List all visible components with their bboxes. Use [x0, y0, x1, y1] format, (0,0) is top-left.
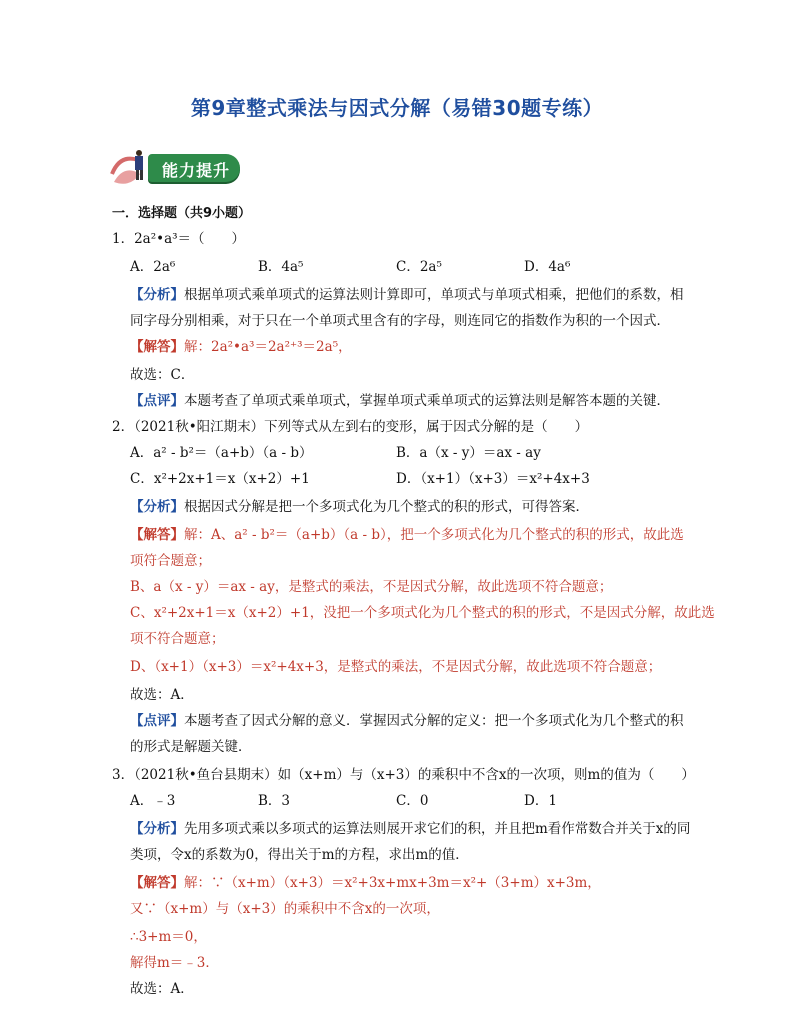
q2-answer-text-1: 解：A、a² - b²＝（a+b）（a - b），把一个多项式化为几个整式的积的形式，故此选 [184, 527, 684, 543]
q3-option-b: B．3 [258, 793, 291, 809]
q1-answer [130, 338, 352, 356]
q2-comment-text-2: 的形式是解题关键． [130, 739, 252, 755]
q1-stem: 1．2a²•a³＝（ ） [112, 231, 246, 247]
q2-answer-text-4: C、x²+2x+1＝x（x+2）+1，没把一个多项式化为几个整式的积的形式，不是因式分解，故此选 [130, 605, 715, 621]
q2-comment [130, 712, 684, 730]
q1-option-d: D．4a⁶ [524, 259, 571, 275]
q2-analysis [130, 498, 589, 516]
q3-option-a: A．﹣3 [130, 793, 176, 809]
page-title: 第9章整式乘法与因式分解（易错30题专练） [190, 96, 604, 120]
q2-option-d: D．（x+1）（x+3）＝x²+4x+3 [396, 471, 590, 487]
q2-comment-tag: 【点评】 [130, 713, 184, 729]
q2-option-a: A．a² - b²＝（a+b）（a - b） [130, 445, 313, 461]
q2-option-b: B．a（x - y）＝ax - ay [396, 445, 541, 461]
q2-answer-text-3: B、a（x - y）＝ax - ay，是整式的乘法，不是因式分解，故此选项不符合题意； [130, 579, 613, 595]
q2-comment-text-1: 本题考查了因式分解的意义．掌握因式分解的定义：把一个多项式化为几个整式的积 [184, 713, 684, 729]
q3-analysis-tag: 【分析】 [130, 821, 184, 837]
section-heading: 一．选择题（共9小题） [112, 206, 252, 221]
q2-answer-text-6: D、（x+1）（x+3）＝x²+4x+3，是整式的乘法，不是因式分解，故此选项不符合题意； [130, 659, 662, 675]
q1-choose: 故选：C． [130, 367, 195, 383]
q3-option-d: D．1 [524, 793, 557, 809]
q3-analysis-text-2: 类项，令x的系数为0，得出关于m的方程，求出m的值． [130, 847, 469, 863]
q3-answer-text-1: 解：∵（x+m）（x+3）＝x²+3x+mx+3m＝x²+（3+m）x+3m， [184, 875, 601, 891]
q3-choose: 故选：A． [130, 981, 194, 997]
q2-analysis-text-1: 根据因式分解是把一个多项式化为几个整式的积的形式，可得答案． [184, 499, 589, 515]
q3-answer [130, 874, 601, 892]
q3-analysis [130, 820, 690, 838]
q1-comment [130, 392, 670, 410]
q3-answer-text-4: 解得m＝﹣3． [130, 955, 219, 971]
q3-analysis-text-1: 先用多项式乘以多项式的运算法则展开求它们的积，并且把m看作常数合并关于x的同 [184, 821, 691, 837]
q3-answer-text-3: ∴3+m＝0， [130, 929, 207, 945]
q1-answer-tag: 【解答】 [130, 339, 184, 355]
q1-analysis-text-1: 根据单项式乘单项式的运算法则计算即可，单项式与单项式相乘，把他们的系数，相 [184, 287, 684, 303]
q3-answer-text-2: 又∵（x+m）与（x+3）的乘积中不含x的一次项， [130, 901, 440, 917]
q2-stem: 2．（2021秋•阳江期末）下列等式从左到右的变形，属于因式分解的是（ ） [112, 419, 589, 435]
q1-option-c: C．2a⁵ [396, 259, 442, 275]
q3-stem: 3．（2021秋•鱼台县期末）如（x+m）与（x+3）的乘积中不含x的一次项，则m的值为（ ） [112, 767, 695, 783]
q2-analysis-tag: 【分析】 [130, 499, 184, 515]
q2-answer-tag: 【解答】 [130, 527, 184, 543]
q1-comment-tag: 【点评】 [130, 393, 184, 409]
q2-answer-text-5: 项不符合题意； [130, 631, 225, 647]
q2-answer-text-2: 项符合题意； [130, 553, 211, 569]
banner-label: 能力提升 [162, 161, 231, 180]
q2-choose: 故选：A． [130, 687, 194, 703]
q3-option-c: C．0 [396, 793, 429, 809]
q1-analysis-text-2: 同字母分别相乘，对于只在一个单项式里含有的字母，则连同它的指数作为积的一个因式． [130, 313, 670, 329]
q1-answer-text: 解：2a²•a³＝2a²⁺³＝2a⁵， [184, 339, 352, 355]
q1-analysis-tag: 【分析】 [130, 287, 184, 303]
q2-option-c: C．x²+2x+1＝x（x+2）+1 [130, 471, 310, 487]
q1-option-b: B．4a⁵ [258, 259, 304, 275]
q1-option-a: A．2a⁶ [130, 259, 176, 275]
q2-answer [130, 526, 684, 544]
q1-comment-text: 本题考查了单项式乘单项式，掌握单项式乘单项式的运算法则是解答本题的关键． [184, 393, 670, 409]
section-banner [108, 140, 243, 192]
q1-analysis [130, 286, 684, 304]
q3-answer-tag: 【解答】 [130, 875, 184, 891]
